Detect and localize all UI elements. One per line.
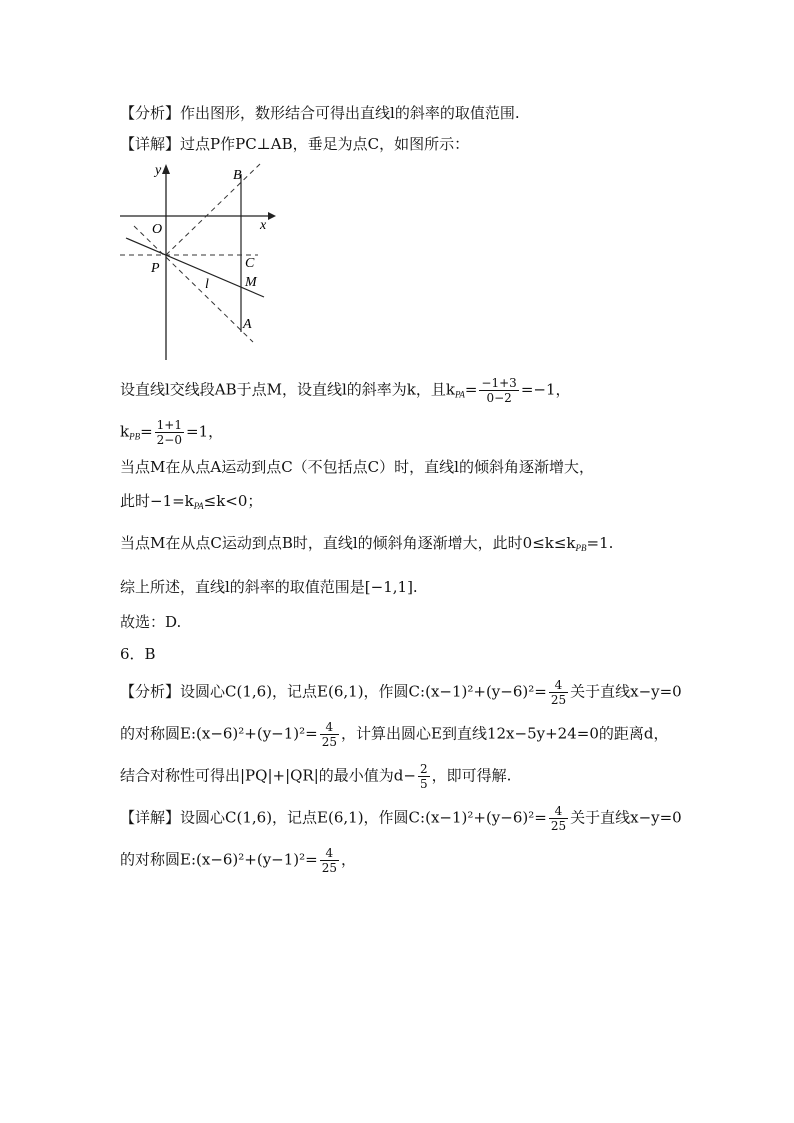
y-axis-arrow-icon xyxy=(162,164,170,174)
denominator: 25 xyxy=(321,735,338,749)
figure-svg xyxy=(118,160,278,365)
q6-analysis-line-3 xyxy=(120,762,511,791)
denominator: 25 xyxy=(550,693,567,707)
text: 当点M在从点C运动到点B时，直线l的倾斜角逐渐增大，此时0≤k≤k xyxy=(120,534,576,552)
text: = xyxy=(464,380,478,399)
denominator: 25 xyxy=(550,819,567,833)
label-o: O xyxy=(152,222,163,237)
text: 的对称圆E:(x−6)²+(y−1)²= xyxy=(120,724,318,743)
q6-analysis-line-2 xyxy=(120,720,668,749)
text: k xyxy=(120,422,130,441)
line-l xyxy=(126,238,264,297)
fraction xyxy=(320,720,339,749)
q6-detail-line-2 xyxy=(120,846,356,875)
subscript: PB xyxy=(129,431,141,442)
body-line-4 xyxy=(120,490,262,517)
text: 结合对称性可得出|PQ|+|QR|的最小值为d− xyxy=(120,766,416,785)
label-p: P xyxy=(151,261,160,276)
analysis-tag: 【分析】 xyxy=(120,104,181,122)
text: 此时−1=k xyxy=(120,492,194,510)
denominator: 5 xyxy=(419,777,428,791)
question-6-number: 6．B xyxy=(120,645,156,663)
denominator: 2−0 xyxy=(156,433,182,447)
numerator: −1+3 xyxy=(481,376,517,390)
fraction xyxy=(479,376,518,405)
detail-line-1 xyxy=(120,133,469,155)
fraction xyxy=(155,418,184,447)
subscript: PB xyxy=(575,543,587,553)
numerator: 4 xyxy=(320,846,339,861)
x-axis-arrow-icon xyxy=(268,212,276,220)
segment-pb xyxy=(166,164,260,255)
label-a: A xyxy=(243,317,252,332)
body-line-1 xyxy=(120,376,571,406)
numerator: 1+1 xyxy=(156,418,182,432)
body-line-6: 综上所述，直线l的斜率的取值范围是[−1,1]. xyxy=(120,578,418,596)
geometry-figure xyxy=(118,160,278,365)
label-x: x xyxy=(260,218,267,233)
analysis-tag: 【分析】 xyxy=(120,682,181,701)
text: =1. xyxy=(586,534,614,552)
label-b: B xyxy=(233,168,242,183)
body-line-5 xyxy=(120,532,613,559)
text: ，即可得解. xyxy=(431,766,512,785)
denominator: 0−2 xyxy=(486,391,512,405)
q6-detail-line-1 xyxy=(120,804,682,833)
fraction xyxy=(549,804,568,833)
subscript: PA xyxy=(193,501,204,511)
numerator: 4 xyxy=(549,678,568,693)
q6-analysis-line-1 xyxy=(120,678,682,707)
body-line-2 xyxy=(120,418,223,448)
body-line-7: 故选：D. xyxy=(120,613,182,631)
detail-tag: 【详解】 xyxy=(120,808,181,827)
fraction xyxy=(549,678,568,707)
label-y: y xyxy=(155,163,162,178)
text: 设直线l交线段AB于点M，设直线l的斜率为k，且k xyxy=(120,380,455,399)
numerator: 4 xyxy=(320,720,339,735)
text: =−1， xyxy=(520,380,571,399)
text: =1， xyxy=(186,422,224,441)
text: 关于直线x−y=0 xyxy=(570,682,682,701)
analysis-text: 作出图形，数形结合可得出直线l的斜率的取值范围. xyxy=(180,104,520,122)
subscript: PA xyxy=(455,389,465,400)
text: ， xyxy=(341,850,357,869)
label-m: M xyxy=(245,275,257,290)
fraction xyxy=(418,762,430,791)
label-c: C xyxy=(245,256,255,271)
detail-tag: 【详解】 xyxy=(120,135,181,153)
text: 关于直线x−y=0 xyxy=(570,808,682,827)
fraction xyxy=(320,846,339,875)
text: ，计算出圆心E到直线12x−5y+24=0的距离d， xyxy=(341,724,669,743)
numerator: 2 xyxy=(419,762,428,776)
body-line-3: 当点M在从点A运动到点C（不包括点C）时，直线l的倾斜角逐渐增大， xyxy=(120,458,594,476)
text: 设圆心C(1,6)，记点E(6,1)，作圆C:(x−1)²+(y−6)²= xyxy=(180,808,547,827)
segment-pa xyxy=(134,226,253,342)
text: = xyxy=(140,422,153,441)
detail-text: 过点P作PC⊥AB，垂足为点C，如图所示： xyxy=(180,135,470,153)
text: 的对称圆E:(x−6)²+(y−1)²= xyxy=(120,850,318,869)
text: ≤k<0； xyxy=(203,492,263,510)
numerator: 4 xyxy=(549,804,568,819)
label-l: l xyxy=(205,277,209,292)
denominator: 25 xyxy=(321,861,338,875)
text: 设圆心C(1,6)，记点E(6,1)，作圆C:(x−1)²+(y−6)²= xyxy=(180,682,547,701)
analysis-line-1 xyxy=(120,102,520,124)
